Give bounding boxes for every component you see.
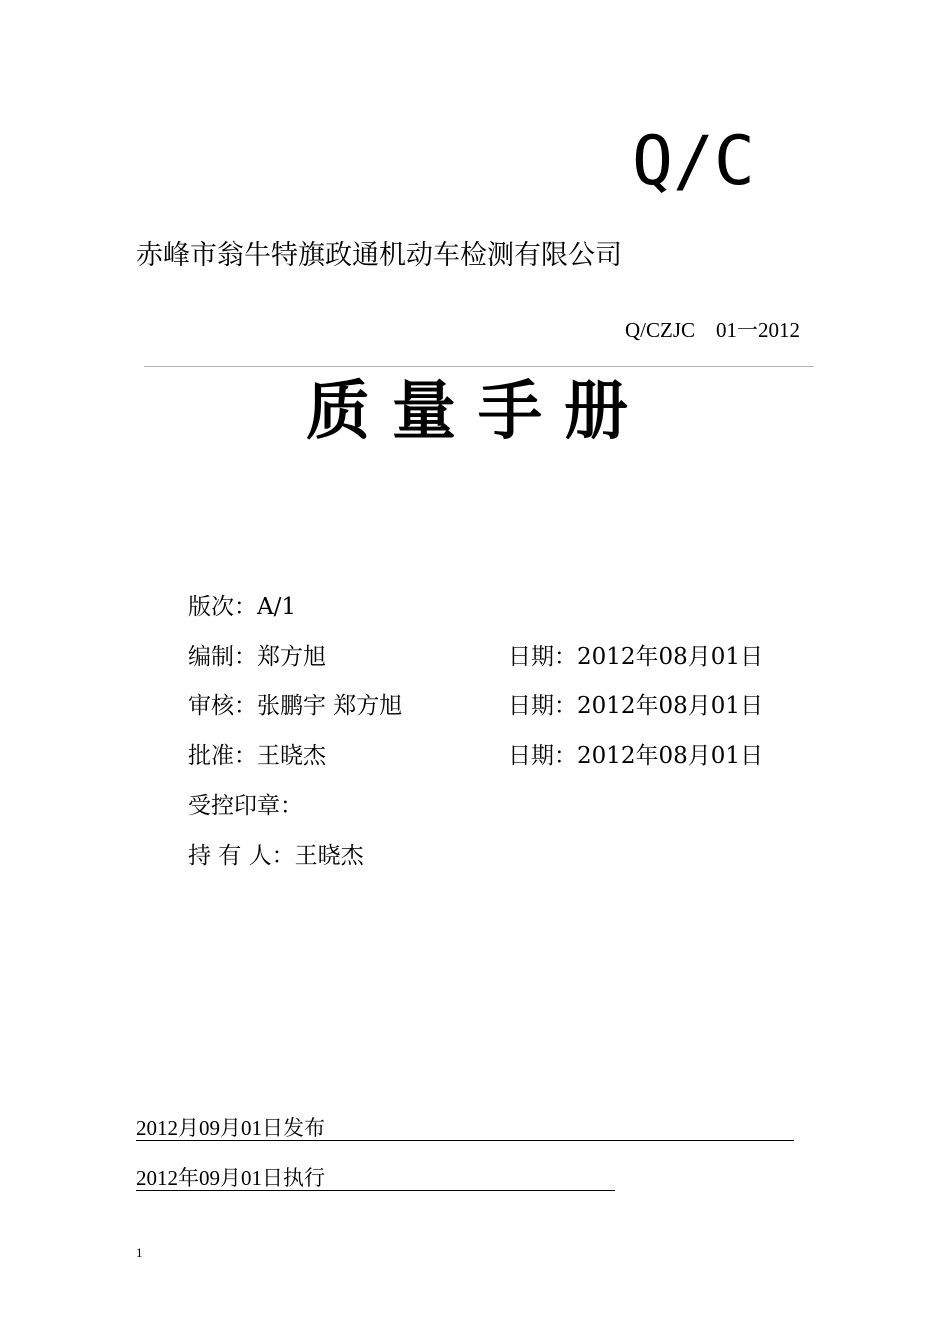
approved-by-field: 批准：王晓杰	[188, 743, 326, 769]
reviewed-by-field: 审核：张鹏宇 郑方旭	[188, 693, 403, 719]
compiled-date-field: 日期：2012年08月01日	[508, 644, 764, 670]
effective-date-line: 2012年09月01日执行	[136, 1168, 615, 1191]
version-field: 版次：A/1	[188, 594, 296, 620]
issue-date-line: 2012月09月01日发布	[136, 1118, 794, 1141]
compiled-by-field: 编制：郑方旭	[188, 644, 326, 670]
reviewed-date-field: 日期：2012年08月01日	[508, 693, 764, 719]
approved-date-field: 日期：2012年08月01日	[508, 743, 764, 769]
document-title: 质量手册	[306, 375, 650, 449]
header-divider	[144, 366, 814, 367]
controlled-stamp-field: 受控印章：	[188, 793, 303, 819]
company-name: 赤峰市翁牛特旗政通机动车检测有限公司	[136, 240, 622, 271]
standard-mark: Q/C	[632, 122, 755, 201]
holder-field: 持 有 人：王晓杰	[188, 843, 364, 869]
page-number: 1	[136, 1245, 143, 1260]
standard-number: Q/CZJC 01一2012	[624, 318, 800, 342]
